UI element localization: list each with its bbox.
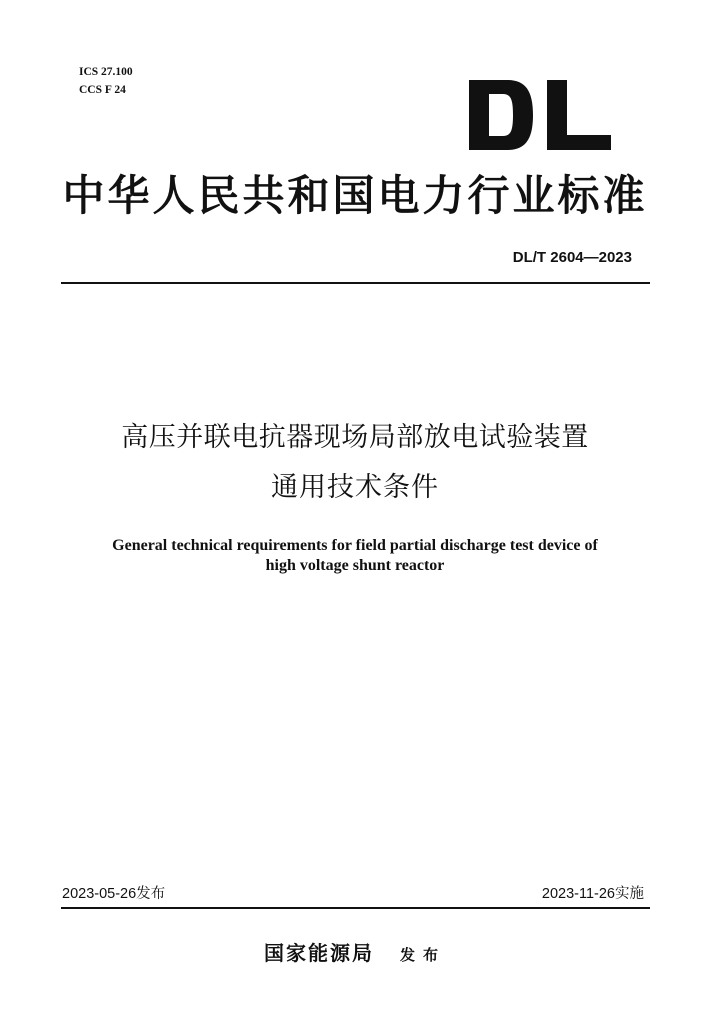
- industry-standard-title: 中华人民共和国电力行业标准: [62, 171, 648, 220]
- chinese-title-line-2: 通用技术条件: [271, 472, 439, 503]
- issuer-action: 发布: [399, 946, 446, 964]
- chinese-title-line-1: 高压并联电抗器现场局部放电试验装置: [121, 422, 589, 453]
- ccs-code: CCS F 24: [79, 84, 126, 96]
- ics-code: ICS 27.100: [79, 66, 133, 78]
- english-title-line-2: high voltage shunt reactor: [265, 557, 445, 574]
- english-title-line-1: General technical requirements for field partial discharge test device of: [112, 537, 598, 554]
- issuer-line: [0, 940, 710, 968]
- dl-logo: [469, 80, 611, 150]
- standard-number: DL/T 2604—2023: [512, 249, 632, 266]
- top-divider: [61, 282, 650, 284]
- bottom-divider: [61, 907, 650, 909]
- implement-date: 2023-11-26实施: [541, 886, 644, 902]
- publish-date: 2023-05-26发布: [62, 886, 166, 902]
- issuer-name: 国家能源局: [263, 941, 374, 965]
